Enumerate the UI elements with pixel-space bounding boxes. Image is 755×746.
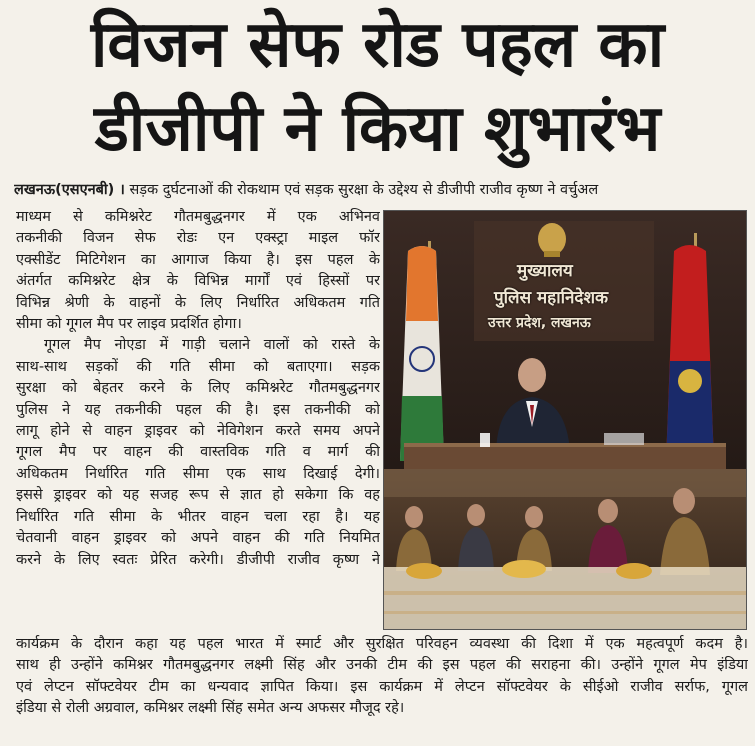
column-line: निर्धारित गति सीमा के भीतर वाहन चला रहा है। यह bbox=[16, 508, 380, 525]
article-bottom bbox=[16, 634, 748, 720]
sign-line-3: उत्तर प्रदेश, लखनऊ bbox=[488, 315, 591, 331]
column-line: साथ-साथ सड़कों की गति सीमा को बताएगा। सड़क bbox=[16, 358, 380, 375]
water-bottle bbox=[480, 433, 490, 447]
column-line: करने के लिए स्वतः प्रेरित करेगी। डीजीपी राजीव कृष्ण ने bbox=[16, 551, 380, 568]
column-line: चेतवानी वाहन ड्राइवर को अपने वाहन की गति नियमित bbox=[16, 530, 380, 547]
intro-text: सड़क दुर्घटनाओं की रोकथाम एवं सड़क सुरक्षा के उद्देश्य से डीजीपी राजीव कृष्ण ने वर्चुअल bbox=[129, 182, 599, 198]
headline-line-2: डीजीपी ने किया शुभारंभ bbox=[94, 92, 661, 166]
laptop bbox=[604, 433, 644, 445]
bottom-line: कार्यक्रम के दौरान कहा यह पहल भारत में स्मार्ट और सुरक्षित परिवहन व्यवस्था की दिशा में एक महत्वपूर्ण कदम है। bbox=[16, 636, 748, 652]
column-line: माध्यम से कमिश्नरेट गौतमबुद्धनगर में एक अभिनव bbox=[16, 209, 380, 225]
column-line: अधिकतम निर्धारित गति सीमा एक साथ दिखाई देगी। bbox=[16, 465, 380, 482]
column-line: अंतर्गत कमिश्नरेट क्षेत्र के विभिन्न मार्गों एवं हिस्सों पर bbox=[16, 273, 380, 290]
headline-line-1: विजन सेफ रोड पहल का bbox=[90, 8, 665, 82]
column-line: गूगल मैप पर वाहन की वास्तविक गति व मार्ग की bbox=[16, 444, 380, 461]
bottom-line: एवं लेप्टन सॉफ्टवेयर टीम का धन्यवाद ज्ञापित किया। इस कार्यक्रम में लेप्टन सॉफ्टवेयर के सीईओ राजीव सर्राफ, गूगल bbox=[16, 678, 748, 695]
column-line: पुलिस ने यह तकनीकी पहल की है। इस तकनीकी को bbox=[16, 401, 380, 418]
column-line: विभिन्न श्रेणी के वाहनों के लिए निर्धारित अधिकतम गति bbox=[16, 294, 380, 311]
column-line: इससे ड्राइवर को यह सजह रूप से ज्ञात हो सकेगा कि वह bbox=[16, 487, 380, 504]
column-line: गूगल मैप नोएडा में गाड़ी चलाने वालों को रास्ते के bbox=[44, 337, 380, 354]
desk-edge bbox=[404, 443, 726, 447]
news-photo bbox=[383, 210, 747, 630]
bottom-line: साथ ही उन्होंने कमिश्नर गौतमबुद्धनगर लक्ष्मी सिंह और उनकी टीम की इस पहल की सराहना की। उन्होंने गूगल मेप इंडिया bbox=[16, 657, 748, 674]
sign-line-2: पुलिस महानिदेशक bbox=[494, 288, 609, 308]
article-column bbox=[16, 207, 380, 571]
article-intro bbox=[14, 180, 749, 201]
column-line: एक्सीडेंट मिटिगेशन का आगाज किया है। इस पहल के bbox=[16, 251, 380, 268]
bottom-line: इंडिया से रोली अग्रवाल, कमिश्नर लक्ष्मी सिंह समेत अन्य अफसर मौजूद रहे। bbox=[16, 700, 405, 717]
column-line: सीमा को गूगल मैप पर लाइव प्रदर्शित होगा। bbox=[16, 316, 242, 333]
dateline: लखनऊ(एसएनबी) । bbox=[14, 182, 125, 198]
front-table bbox=[384, 567, 746, 629]
column-line: लागू होने से वाहन ड्राइवर को नेविगेशन करते समय अपने bbox=[16, 423, 380, 440]
column-line: तकनीकी विजन सेफ रोडः एन एक्स्ट्रा माइल फॉर bbox=[16, 230, 380, 247]
column-line: सुरक्षा को बेहतर करने के लिए कमिश्नरेट गौतमबुद्धनगर bbox=[16, 380, 380, 397]
sign-line-1: मुख्यालय bbox=[517, 261, 573, 281]
